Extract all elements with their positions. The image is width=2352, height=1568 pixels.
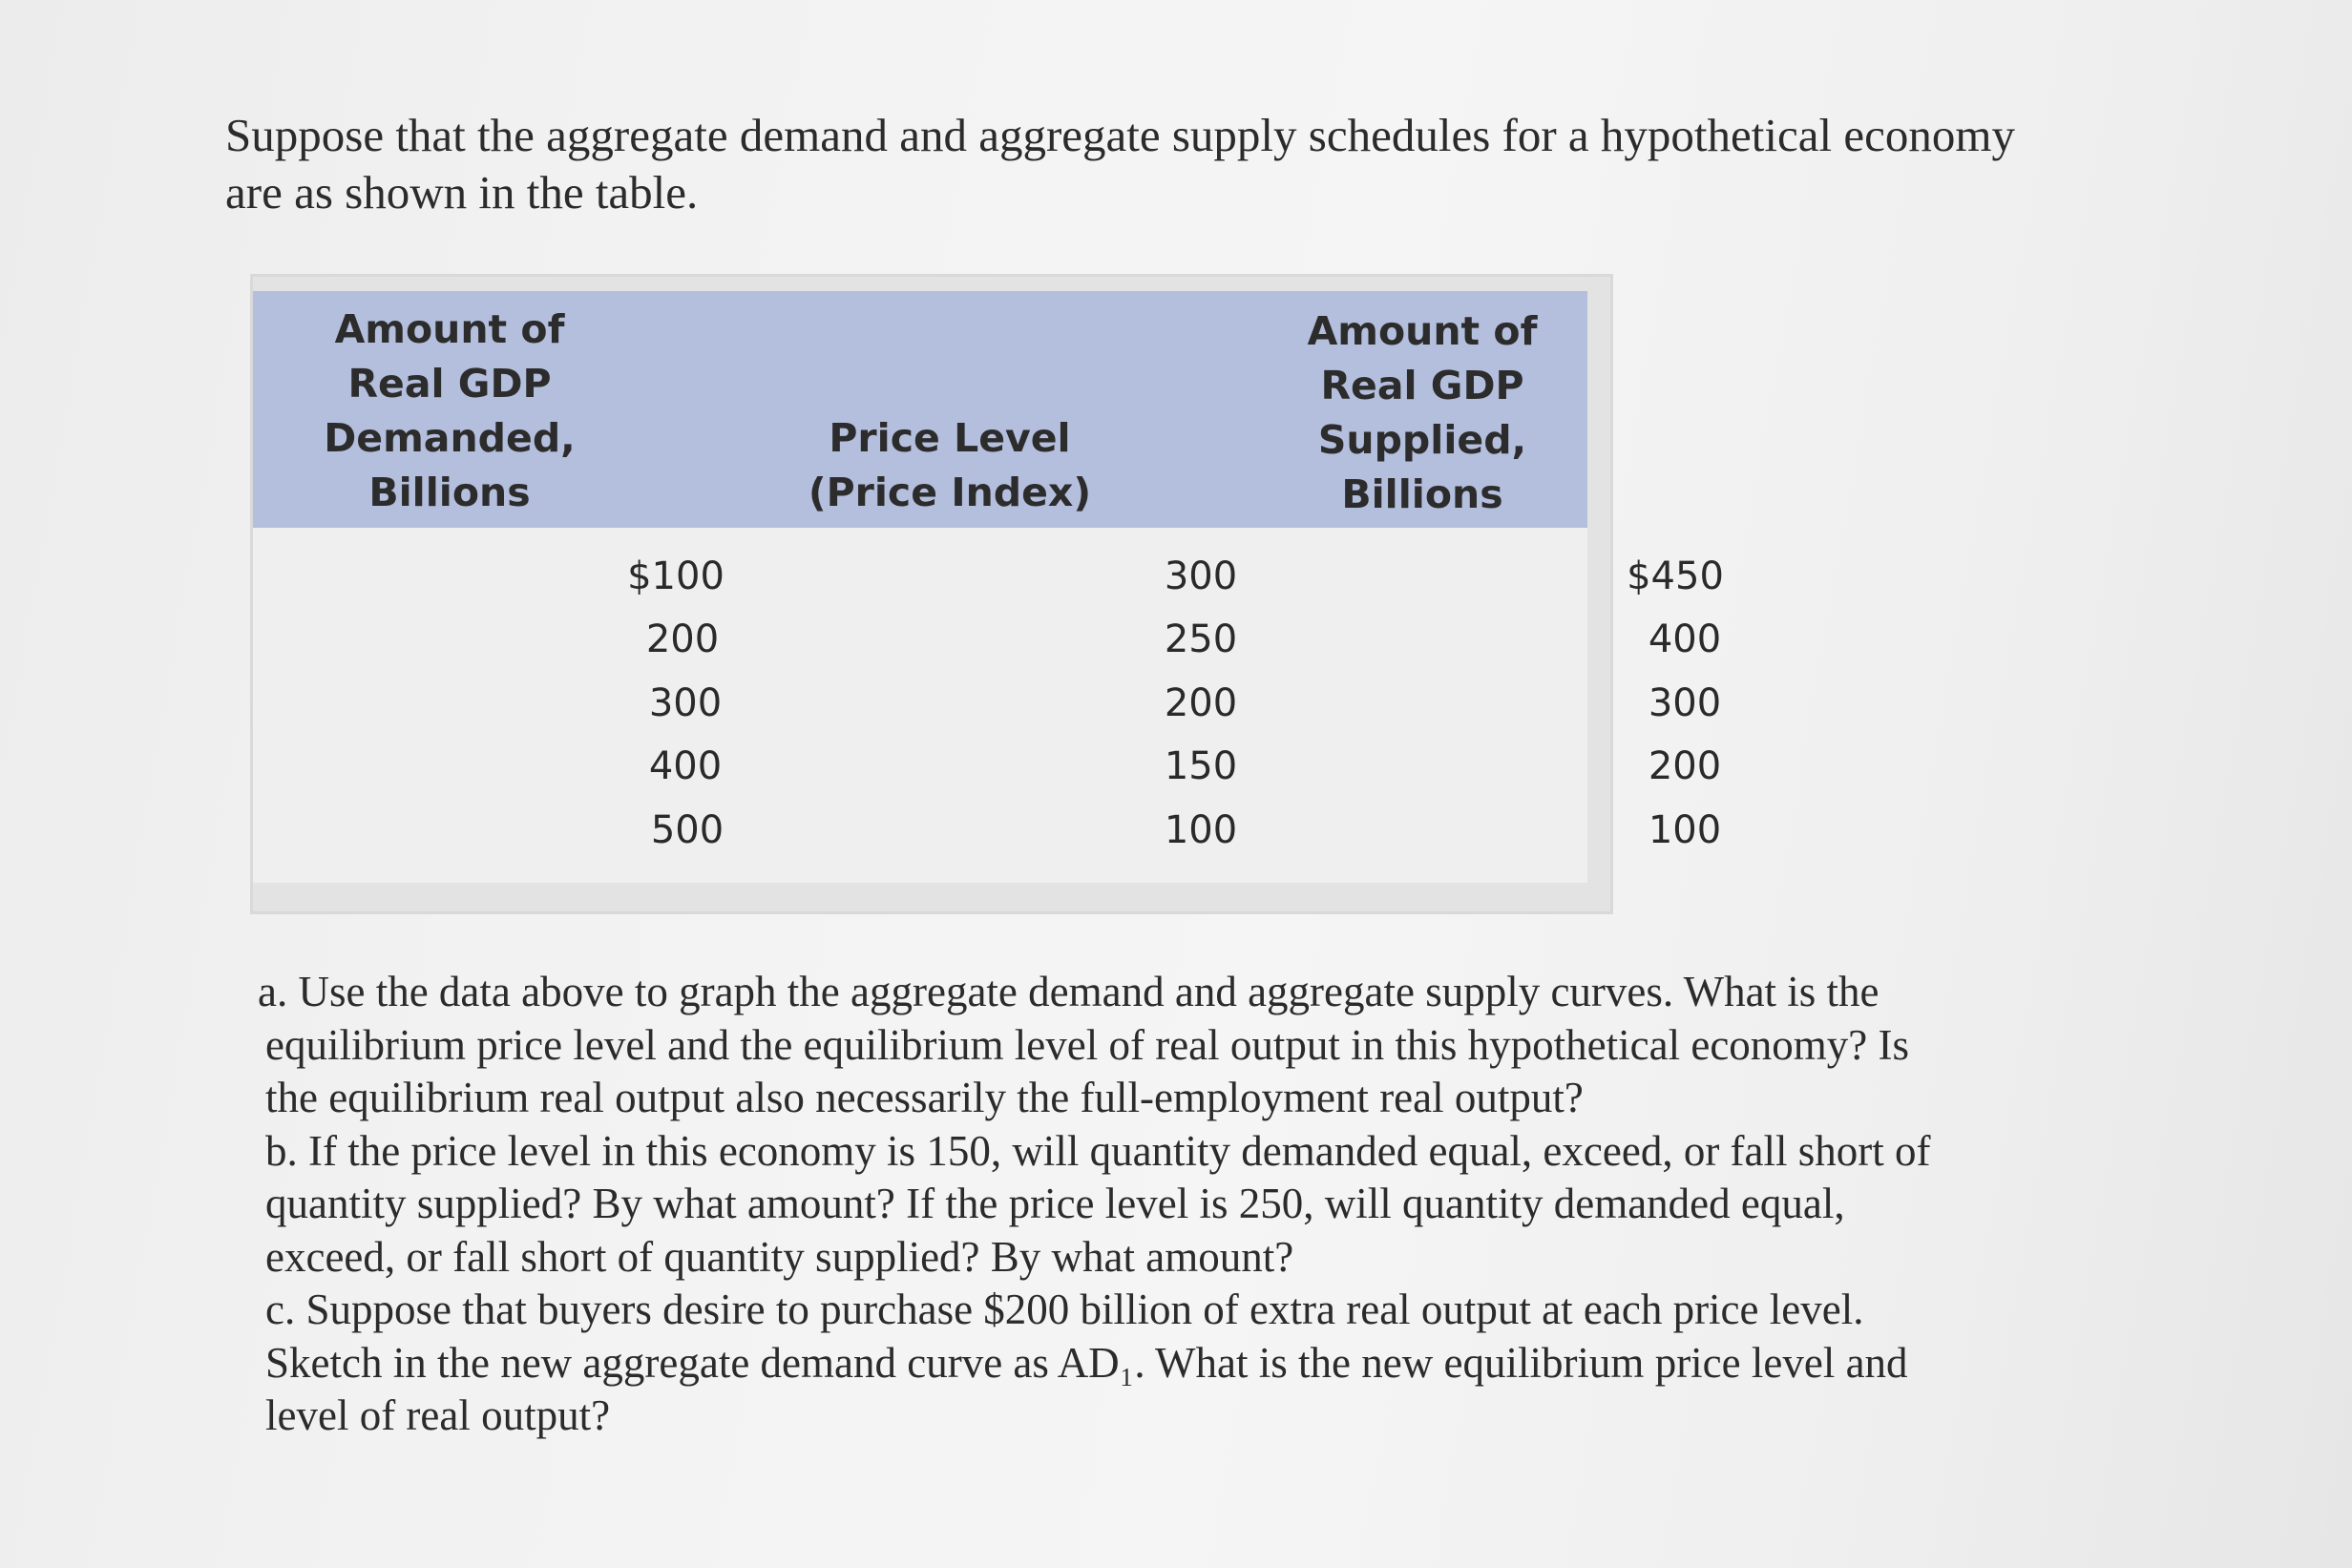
- header-line: (Price Index): [808, 470, 1092, 515]
- table-row: [253, 799, 1722, 862]
- cell-supply: $450: [1627, 554, 1724, 598]
- cell-supply: 200: [1648, 744, 1722, 788]
- question-line: b. If the price level in this economy is 150, will quantity demanded equal, exceed, or fall short of: [265, 1126, 1931, 1175]
- table-row: [253, 735, 1722, 798]
- question-line: quantity supplied? By what amount? If the price level is 250, will quantity demanded equal,: [265, 1180, 1845, 1227]
- question-line: a. Use the data above to graph the aggregate demand and aggregate supply curves. What is the: [258, 968, 1880, 1015]
- header-line: Amount of: [334, 306, 565, 352]
- header-supply: [1231, 304, 1613, 522]
- header-line: Supplied,: [1317, 417, 1527, 463]
- question-line: Sketch in the new aggregate demand curve as AD₁. What is the new equilibrium price level and: [265, 1338, 1908, 1387]
- intro-line: Suppose that the aggregate demand and aggregate supply schedules for a hypothetical economy: [225, 109, 2015, 161]
- table-row: [253, 545, 1724, 608]
- cell-price: 300: [1164, 554, 1238, 598]
- header-line: Real GDP: [1320, 363, 1524, 408]
- cell-price: 150: [1164, 744, 1238, 788]
- cell-supply: 100: [1648, 808, 1722, 852]
- header-line: Demanded,: [324, 415, 576, 461]
- table-body-area: [253, 291, 1724, 883]
- header-demand: [259, 303, 640, 520]
- question-line: equilibrium price level and the equilibrium level of real output in this hypothetical economy? Is: [265, 1020, 1910, 1069]
- cell-demand: 300: [648, 681, 723, 725]
- question-line: c. Suppose that buyers desire to purchase $200 billion of extra real output at each price level.: [265, 1286, 1864, 1333]
- question-line: the equilibrium real output also necessarily the full-employment real output?: [265, 1074, 1584, 1121]
- questions-block: [258, 966, 2167, 1443]
- cell-demand: 200: [645, 617, 720, 661]
- cell-price: 200: [1164, 681, 1238, 725]
- header-line: Billions: [1341, 471, 1503, 517]
- header-line: Real GDP: [347, 361, 552, 407]
- cell-demand: 500: [650, 808, 724, 852]
- header-line: Billions: [368, 470, 531, 515]
- header-price: [749, 411, 1150, 520]
- question-line: level of real output?: [265, 1391, 611, 1439]
- cell-price: 100: [1164, 808, 1238, 852]
- header-line: Price Level: [829, 415, 1071, 461]
- table-row: [253, 672, 1722, 735]
- intro-paragraph: [225, 107, 2134, 221]
- question-line: exceed, or fall short of quantity supplied? By what amount?: [265, 1232, 1294, 1281]
- cell-demand: $100: [627, 554, 724, 598]
- cell-supply: 300: [1648, 681, 1722, 725]
- cell-supply: 400: [1648, 617, 1722, 661]
- header-line: Amount of: [1307, 308, 1538, 354]
- table-header: [253, 291, 1587, 528]
- schedule-table: [253, 277, 1724, 911]
- intro-line: are as shown in the table.: [225, 166, 699, 219]
- table-row: [253, 608, 1722, 671]
- cell-price: 250: [1164, 617, 1238, 661]
- cell-demand: 400: [648, 744, 723, 788]
